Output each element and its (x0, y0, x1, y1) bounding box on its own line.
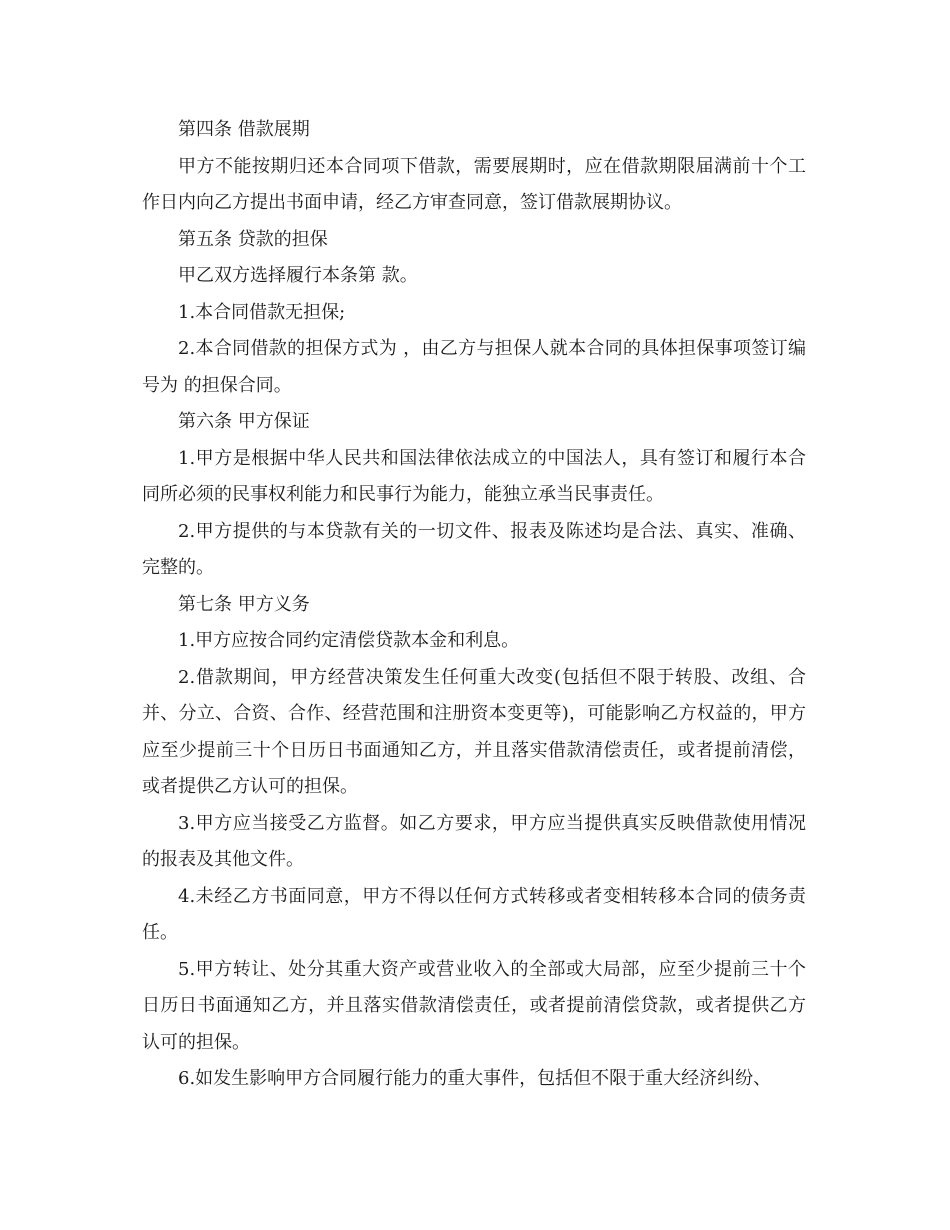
article-5-item-1: 1.本合同借款无担保; (178, 301, 346, 323)
article-4-heading: 第四条 借款展期 (178, 119, 310, 140)
article-6-item-2: 2.甲方提供的与本贷款有关的一切文件、报表及陈述均是合法、真实、准确、完整的。 (142, 520, 806, 578)
article-5-heading: 第五条 贷款的担保 (178, 228, 328, 250)
article-7-item-6: 6.如发生影响甲方合同履行能力的重大事件，包括但不限于重大经济纠纷、 (178, 1068, 772, 1089)
article-4-text: 甲方不能按期归还本合同项下借款，需要展期时，应在借款期限届满前十个工作日内向乙方提出书面申请，经乙方审查同意，签订借款展期协议。 (142, 155, 806, 213)
article-7-item-3: 3.甲方应当接受乙方监督。如乙方要求，甲方应当提供真实反映借款使用情况的报表及其他文件。 (142, 812, 806, 870)
article-7-item-2: 2.借款期间，甲方经营决策发生任何重大改变(包括但不限于转股、改组、合并、分立、合资、合作、经营范围和注册资本变更等)，可能影响乙方权益的，甲方应至少提前三十个日历日书面通知乙方，并且落实借款清偿责任，或者提前清偿，或者提供乙方认可的担保。 (142, 666, 806, 797)
article-7-item-1: 1.甲方应按合同约定清偿贷款本金和利息。 (178, 630, 520, 651)
article-6-item-1: 1.甲方是根据中华人民共和国法律依法成立的中国法人，具有签订和履行本合同所必须的民事权利能力和民事行为能力，能独立承当民事责任。 (142, 447, 806, 505)
article-7-item-5: 5.甲方转让、处分其重大资产或营业收入的全部或大局部，应至少提前三十个日历日书面通知乙方，并且落实借款清偿责任，或者提前清偿贷款，或者提供乙方认可的担保。 (142, 958, 806, 1053)
document-body (142, 112, 806, 1098)
article-5-intro: 甲乙双方选择履行本条第 款。 (178, 265, 418, 286)
article-7-item-4: 4.未经乙方书面同意，甲方不得以任何方式转移或者变相转移本合同的债务责任。 (142, 885, 806, 943)
article-7-heading: 第七条 甲方义务 (178, 593, 310, 615)
article-6-heading: 第六条 甲方保证 (178, 411, 310, 432)
article-5-item-2: 2.本合同借款的担保方式为 ，由乙方与担保人就本合同的具体担保事项签订编号为 的担保合同。 (142, 338, 806, 396)
